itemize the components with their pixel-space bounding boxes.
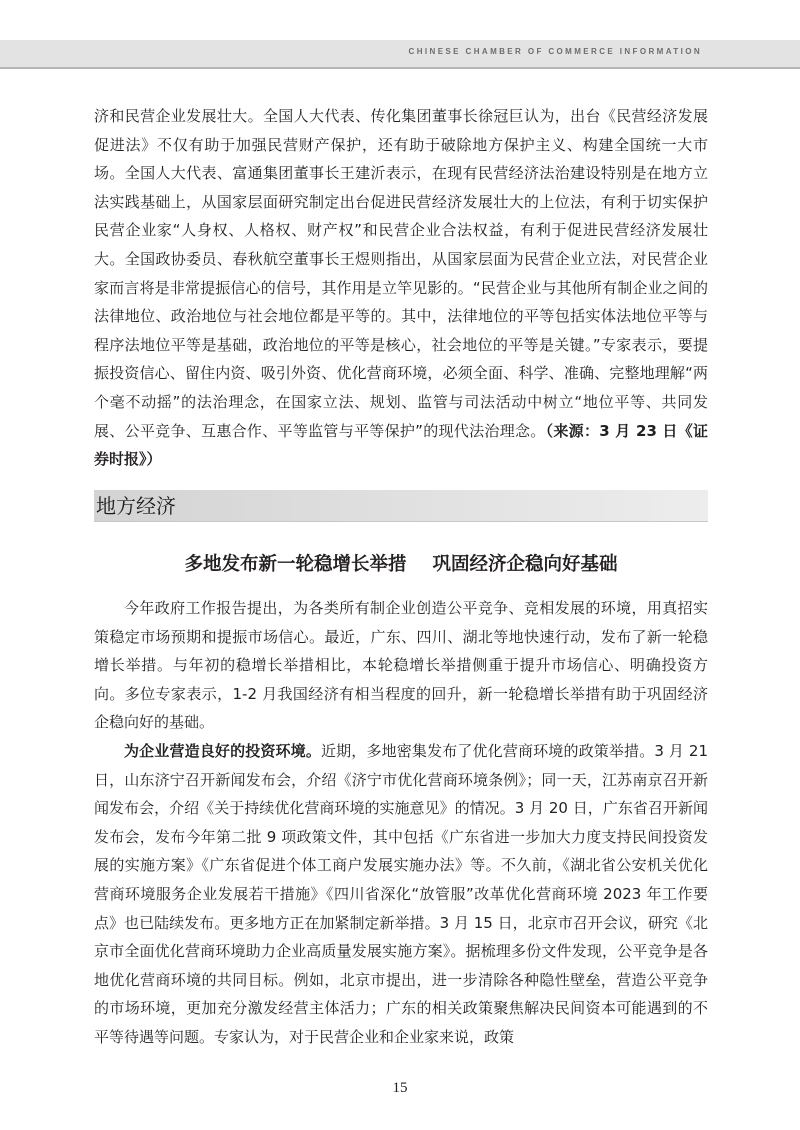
article-title: [94, 550, 708, 576]
source-citation: （来源：3 月 23 日《证券时报》）: [94, 421, 708, 469]
page-number: 15: [392, 1080, 408, 1096]
section-title: 地方经济: [96, 494, 176, 518]
section-header-bar: [94, 490, 708, 522]
article-title-part2: 巩固经济企稳向好基础: [432, 554, 618, 575]
article-intro-paragraph: 今年政府工作报告提出，为各类所有制企业创造公平竞争、竞相发展的环境，用真招实策稳定市场预期和提振市场信心。最近，广东、四川、湖北等地快速行动，发布了新一轮稳增长举措。与年初的稳增长举措相比，本轮稳增长举措侧重于提升市场信心、明确投资方向。多位专家表示，1-2 月我国经济有相当程度的回升，新一轮稳增长举措有助于巩固经济企稳向好的基础。: [94, 599, 708, 732]
running-header: CHINESE CHAMBER OF COMMERCE INFORMATION: [408, 47, 702, 56]
continued-paragraph-text: 济和民营企业发展壮大。全国人大代表、传化集团董事长徐冠巨认为，出台《民营经济发展促进法》不仅有助于加强民营财产保护，还有助于破除地方保护主义、构建全国统一大市场。全国人大代表、富通集团董事长王建沂表示，在现有民营经济法治建设特别是在地方立法实践基础上，从国家层面研究制定出台促进民营经济发展壮大的上位法，有利于切实保护民营企业家“人身权、人格权、财产权”和民营企业合法权益，有利于促进民营经济发展壮大。全国政协委员、春秋航空董事长王煜则指出，从国家层面为民营企业立法，对民营企业家而言将是非常提振信心的信号，其作用是立竿见影的。“民营企业与其他所有制企业之间的法律地位、政治地位与社会地位都是平等的。其中，法律地位的平等包括实体法地位平等与程序法地位平等是基础，政治地位的平等是核心，社会地位的平等是关键。”专家表示，要提振投资信心、留住内资、吸引外资、优化营商环境，必须全面、科学、准确、完整地理解“两个毫不动摇”的法治理念，在国家立法、规划、监管与司法活动中树立“地位平等、共同发展、公平竞争、互惠合作、平等监管与平等保护”的现代法治理念。: [94, 107, 708, 440]
continued-paragraph: [94, 102, 708, 474]
paragraph-lead-heading: 为企业营造良好的投资环境。: [124, 742, 321, 760]
paragraph-2-body: 近期，多地密集发布了优化营商环境的政策举措。3 月 21 日，山东济宁召开新闻发布会，介绍《济宁市优化营商环境条例》；同一天，江苏南京召开新闻发布会，介绍《关于持续优化营商环境的实施意见》的情况。3 月 20 日，广东省召开新闻发布会，发布今年第二批 9 项政策文件，其中包括《广东省进一步加大力度支持民间投资发展的实施方案》《广东省促进个体工商户发展实施办法》等。不久前，《湖北省公安机关优化营商环境服务企业发展若干措施》《四川省深化“放管服”改革优化营商环境 2023 年工作要点》也已陆续发布。更多地方正在加紧制定新举措。3 月 15 日，北京市召开会议，研究《北京市全面优化营商环境助力企业高质量发展实施方案》。据梳理多份文件发现，公平竞争是各地优化营商环境的共同目标。例如，北京市提出，进一步清除各种隐性壁垒，营造公平竞争的市场环境，更加充分激发经营主体活力；广东的相关政策聚焦解决民间资本可能遇到的不平等待遇等问题。专家认为，对于民营企业和企业家来说，政策: [94, 742, 708, 1046]
article-paragraph-2: [94, 737, 708, 1052]
article-title-part1: 多地发布新一轮稳增长举措: [184, 554, 407, 575]
